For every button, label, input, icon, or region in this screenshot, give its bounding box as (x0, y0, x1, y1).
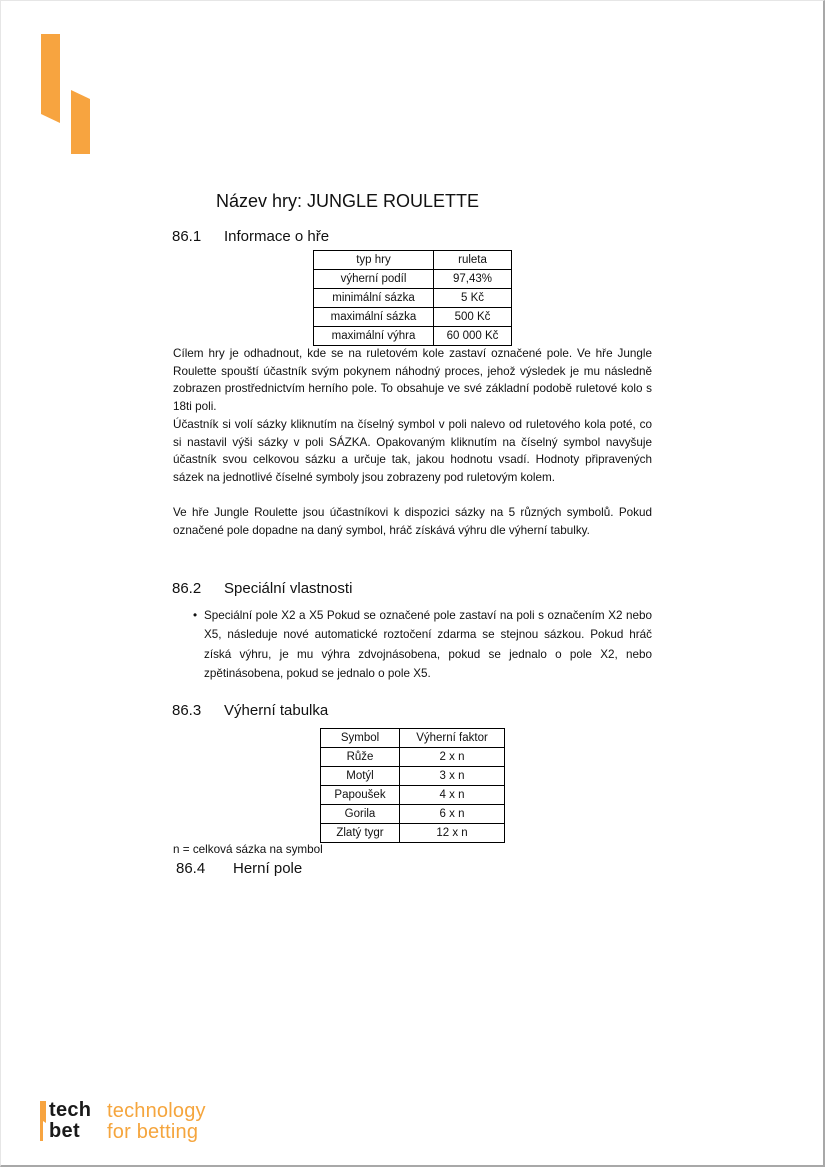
special-features-list (193, 606, 652, 683)
table-cell: 500 Kč (434, 308, 512, 327)
document-title: Název hry: JUNGLE ROULETTE (216, 191, 480, 211)
paytable-note: n = celková sázka na symbol (173, 843, 323, 856)
table-row (321, 767, 505, 786)
table-cell: maximální sázka (314, 308, 434, 327)
section-heading-86-1 (172, 228, 329, 245)
paragraph-betting: Účastník si volí sázky kliknutím na číselný symbol v poli nalevo od ruletového kola poté, co si nastavil výši sázky v poli SÁZKA. Opakovaným kliknutím na číselný symbol navyšuje účastník svou celkovou sázku a určuje tak, jakou hodnotu vsadí. Hodnoty připravených sázek na jednotlivé číselné symboly jsou zobrazeny pod ruletovým kolem. (173, 418, 652, 484)
table-cell: 97,43% (434, 270, 512, 289)
game-info-table (313, 250, 512, 346)
table-cell: Růže (321, 748, 400, 767)
paragraph-goal: Cílem hry je odhadnout, kde se na ruletovém kole zastaví označené pole. Ve hře Jungle Roulette spouští účastník svým pokynem náhodný proces, jehož výsledek je mu následně zobrazen prostřednictvím herního pole. To obsahuje ve své základní podobě ruletové kolo s 18ti poli. (173, 347, 652, 413)
section-title: Výherní tabulka (224, 702, 329, 719)
table-row (321, 748, 505, 767)
table-row (314, 289, 512, 308)
brand-mark-bar-left (41, 34, 60, 123)
brand-mark-bar-right (71, 90, 90, 154)
bullet-icon: • (193, 609, 198, 622)
table-cell: Papoušek (321, 786, 400, 805)
logo-word-tech: tech (49, 1099, 92, 1121)
logo-word-bet: bet (49, 1120, 80, 1142)
section-title: Speciální vlastnosti (224, 580, 353, 597)
table-row (314, 270, 512, 289)
section-number: 86.2 (172, 580, 202, 597)
table-cell: minimální sázka (314, 289, 434, 308)
table-cell: ruleta (434, 251, 512, 270)
logo-bar-icon (40, 1101, 46, 1141)
footer-logo (40, 1098, 240, 1144)
table-row (314, 327, 512, 346)
table-cell: Zlatý tygr (321, 824, 400, 843)
section-number: 86.4 (176, 860, 206, 877)
paytable (320, 728, 505, 843)
table-row (321, 805, 505, 824)
list-item: Speciální pole X2 a X5 Pokud se označené pole zastaví na poli s označením X2 nebo X5, následuje nové automatické roztočení zdarma se stejnou sázkou. Pokud hráč získá výhru, je mu výhra zdvojnásobena, pokud se jednalo o pole X2, nebo zpětinásobena, pokud se jednalo o pole X5. (204, 609, 652, 680)
section-heading-86-3 (172, 702, 328, 719)
table-cell: 3 x n (400, 767, 505, 786)
brand-mark-icon (40, 33, 92, 155)
table-header-row (321, 729, 505, 748)
table-cell: maximální výhra (314, 327, 434, 346)
table-cell: 5 Kč (434, 289, 512, 308)
table-header-cell: Výherní faktor (400, 729, 505, 748)
section-heading-86-4 (176, 860, 302, 877)
logo-tagline-2: for betting (107, 1121, 199, 1143)
table-cell: Gorila (321, 805, 400, 824)
logo-tagline-1: technology (107, 1100, 206, 1122)
table-cell: 6 x n (400, 805, 505, 824)
table-header-cell: Symbol (321, 729, 400, 748)
table-cell: 12 x n (400, 824, 505, 843)
table-cell: typ hry (314, 251, 434, 270)
table-row (321, 824, 505, 843)
table-cell: 60 000 Kč (434, 327, 512, 346)
section-number: 86.3 (172, 702, 202, 719)
table-cell: Motýl (321, 767, 400, 786)
section-number: 86.1 (172, 228, 202, 245)
section-heading-86-2 (172, 580, 352, 597)
table-row (321, 786, 505, 805)
paragraph-symbols: Ve hře Jungle Roulette jsou účastníkovi k dispozici sázky na 5 různých symbolů. Pokud označené pole dopadne na daný symbol, hráč získává výhru dle výherní tabulky. (173, 506, 652, 537)
table-row (314, 251, 512, 270)
table-cell: výherní podíl (314, 270, 434, 289)
table-row (314, 308, 512, 327)
section-title: Informace o hře (224, 228, 330, 245)
table-cell: 4 x n (400, 786, 505, 805)
section-title: Herní pole (233, 860, 303, 877)
table-cell: 2 x n (400, 748, 505, 767)
